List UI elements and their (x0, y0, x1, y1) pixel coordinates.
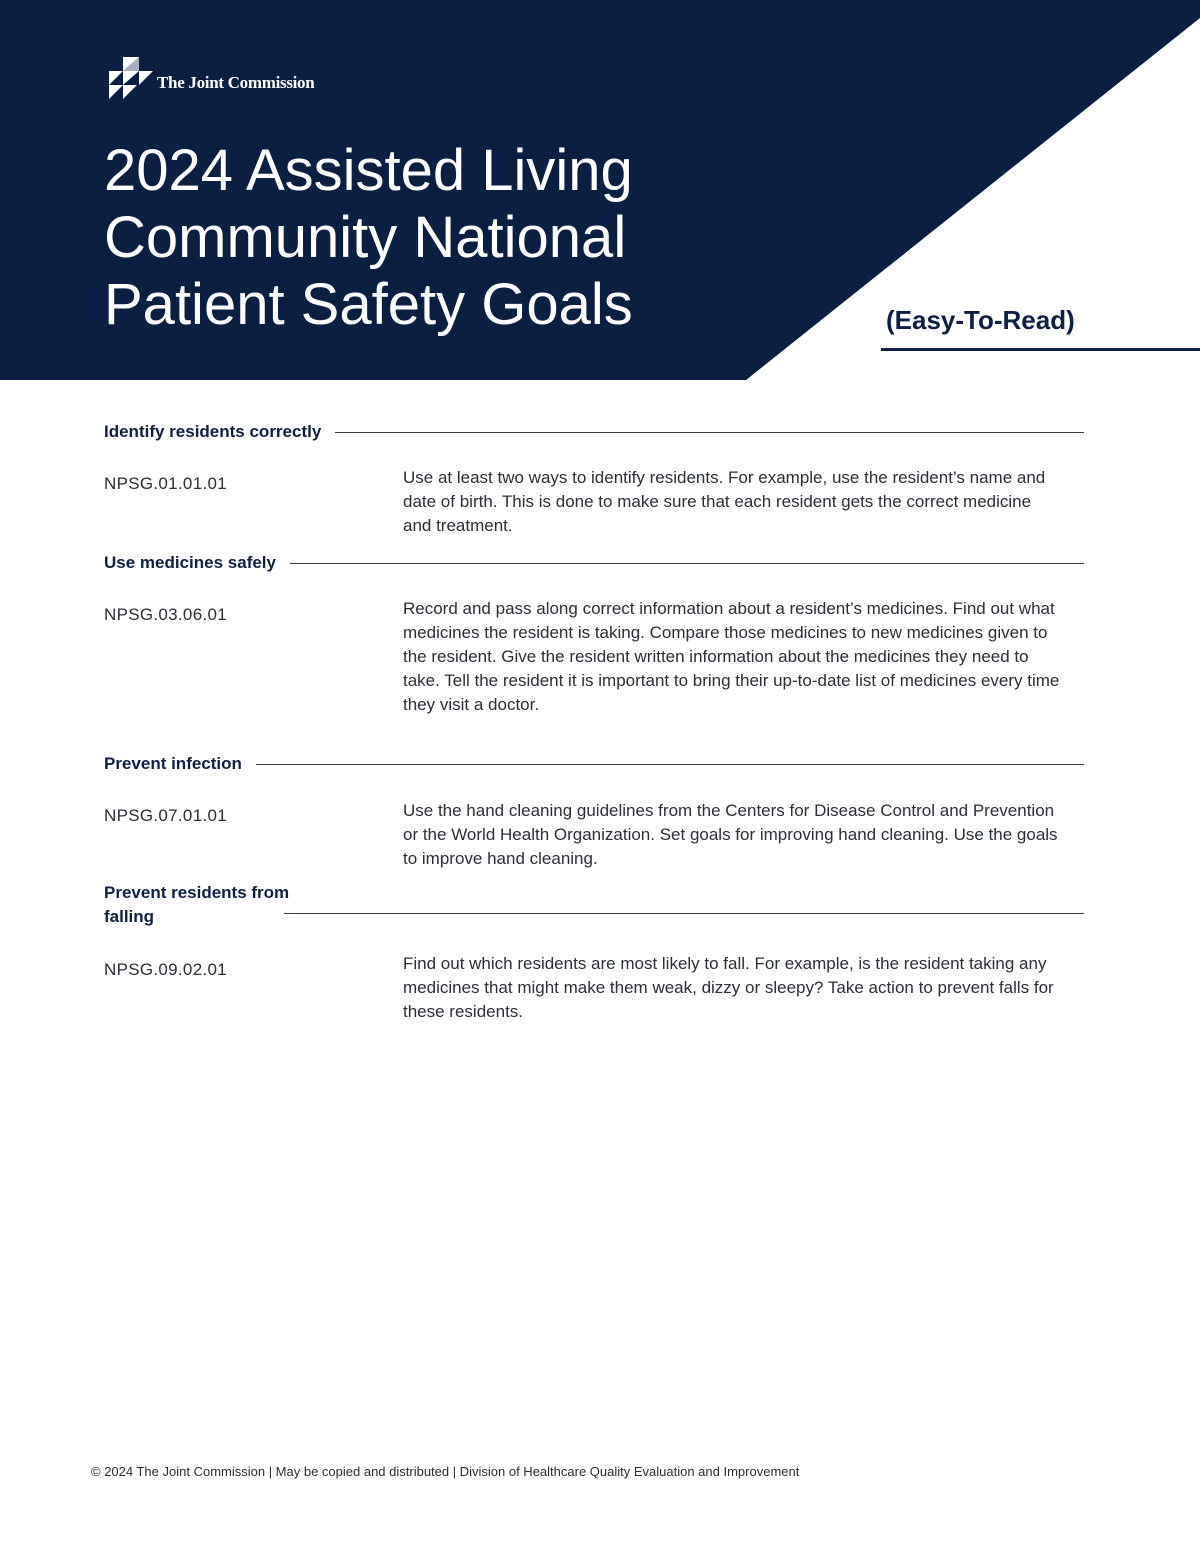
section-divider (256, 764, 1084, 765)
goal-description: Use at least two ways to identify residents. For example, use the resident’s name and date of birth. This is done to make sure that each resident gets the correct medicine and treatment. (403, 468, 1046, 535)
goal-code: NPSG.07.01.01 (104, 806, 227, 825)
section-title: Identify residents correctly (104, 422, 322, 441)
section-heading-medicines (104, 551, 1084, 575)
subtitle-underline (881, 348, 1200, 351)
goal-description: Find out which residents are most likely to fall. For example, is the resident taking any medicines that might make them weak, dizzy or sleepy? Take action to prevent falls for these residents. (403, 954, 1054, 1021)
goal-code: NPSG.09.02.01 (104, 960, 227, 979)
goal-code: NPSG.03.06.01 (104, 605, 227, 624)
title-line-2: Community National (104, 205, 627, 270)
section-title: Prevent infection (104, 754, 242, 773)
footer-copyright: © 2024 The Joint Commission | May be copied and distributed | Division of Healthcare Quality Evaluation and Improvement (91, 1464, 800, 1479)
title-line-1: 2024 Assisted Living (104, 138, 633, 203)
section-heading-infection (104, 752, 1084, 776)
section-divider (335, 432, 1084, 433)
section-divider (290, 563, 1084, 564)
goal-description: Use the hand cleaning guidelines from the Centers for Disease Control and Prevention or the World Health Organization. Set goals for improving hand cleaning. Use the goals to improve hand cleaning. (403, 801, 1058, 868)
section-title: Prevent residents from falling (104, 883, 290, 926)
joint-commission-logo (109, 56, 314, 100)
subtitle-easy-to-read: (Easy-To-Read) (886, 305, 1075, 335)
org-name: The Joint Commission (157, 73, 315, 92)
section-divider (284, 913, 1084, 914)
section-title: Use medicines safely (104, 553, 276, 572)
page-title (104, 137, 633, 338)
title-line-3: Patient Safety Goals (104, 272, 633, 337)
section-heading-identify (104, 420, 1084, 444)
section-heading-falls (104, 881, 1084, 929)
goal-description: Record and pass along correct information about a resident’s medicines. Find out what medicines the resident is taking. Compare those medicines to new medicines given to the resident. Give the resident written information about the medicines they need to take. Tell the resident it is important to bring their up-to-date list of medicines every time they visit a doctor. (403, 599, 1060, 714)
goal-code: NPSG.01.01.01 (104, 474, 227, 493)
header-banner (0, 0, 1200, 380)
joint-commission-logo-icon (109, 57, 153, 99)
